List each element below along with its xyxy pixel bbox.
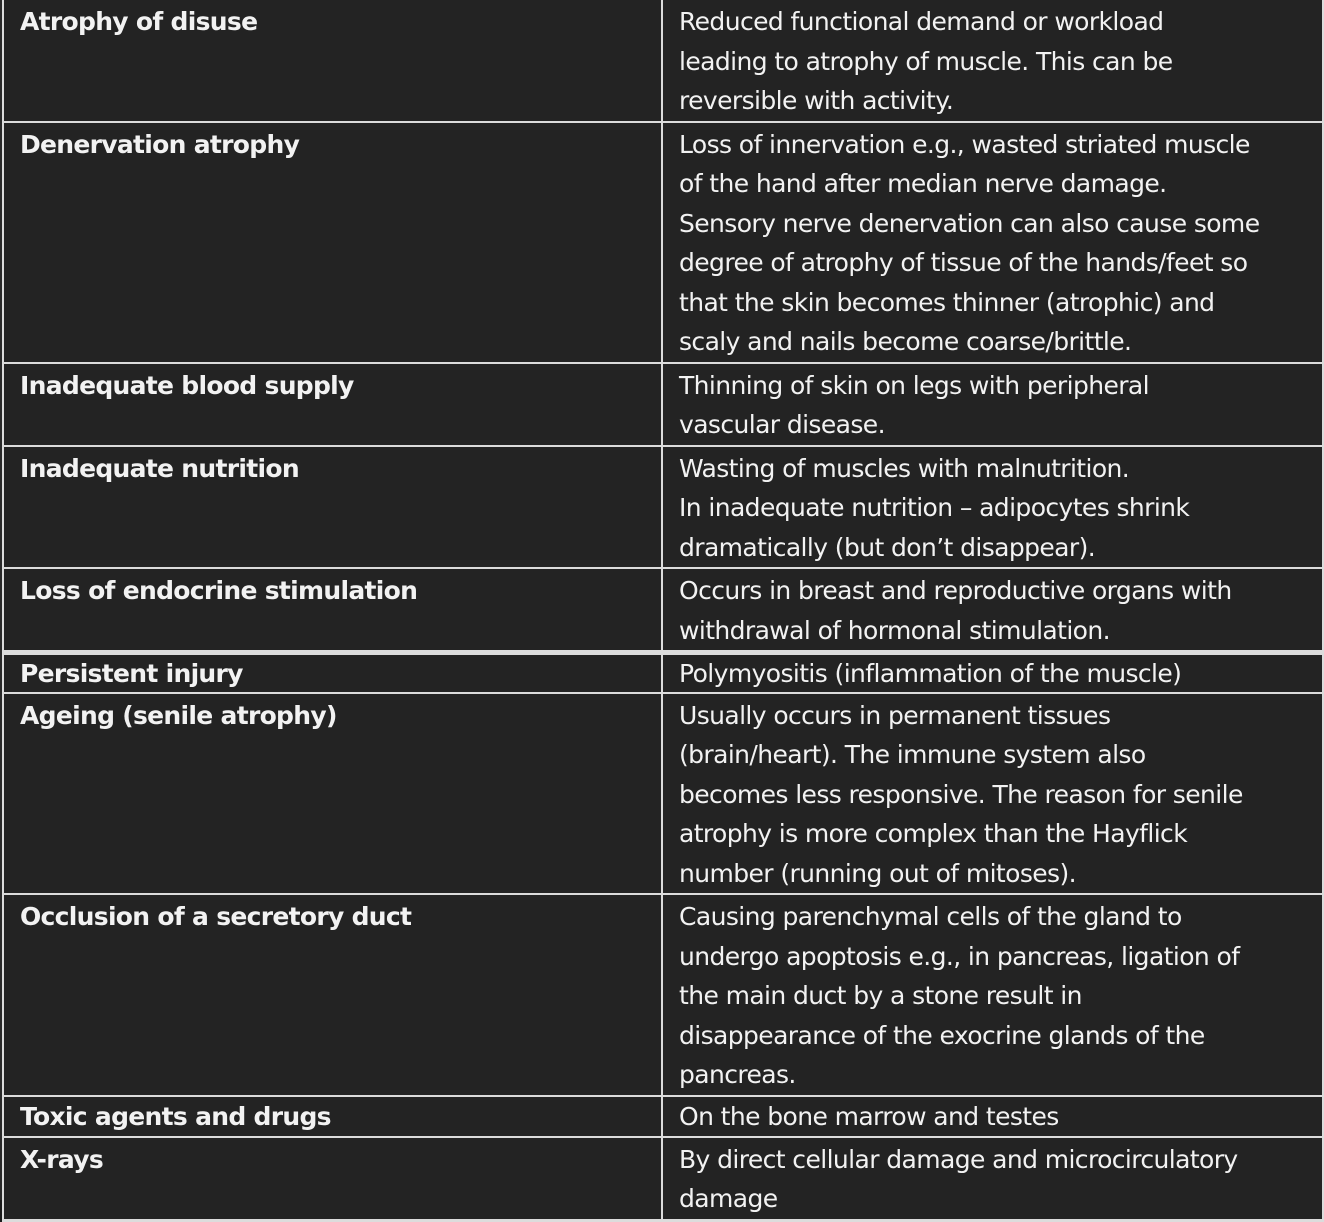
description-line: (brain/heart). The immune system also [679, 740, 1146, 769]
description-line: reversible with activity. [679, 86, 954, 115]
table-row [3, 446, 1323, 569]
cause-cell: Occlusion of a secretory duct [3, 894, 662, 1096]
description-cell [662, 1137, 1323, 1221]
table-row [3, 1137, 1323, 1221]
description-line: damage [679, 1184, 778, 1213]
description-line: pancreas. [679, 1060, 796, 1089]
description-line: By direct cellular damage and microcirculatory [679, 1144, 1238, 1174]
description-line: leading to atrophy of muscle. This can be [679, 46, 1173, 76]
table-row [3, 653, 1323, 693]
description-cell [662, 363, 1323, 446]
table-row [3, 568, 1323, 653]
description-cell [662, 693, 1323, 895]
description-line: degree of atrophy of tissue of the hands/feet so [679, 248, 1248, 277]
description-line: of the hand after median nerve damage. [679, 169, 1167, 198]
description-line: disappearance of the exocrine glands of the [679, 1020, 1205, 1050]
table-row [3, 0, 1323, 122]
description-cell [662, 0, 1323, 122]
description-line: dramatically (but don’t disappear). [679, 532, 1096, 562]
description-line: Polymyositis (inflammation of the muscle) [679, 659, 1182, 688]
description-line: Wasting of muscles with malnutrition. [679, 453, 1130, 483]
cause-cell: Toxic agents and drugs [3, 1096, 662, 1137]
description-line: scaly and nails become coarse/brittle. [679, 327, 1132, 356]
cause-cell: Denervation atrophy [3, 122, 662, 363]
table-row [3, 363, 1323, 446]
causes-table [2, 0, 1324, 1222]
description-cell [662, 894, 1323, 1096]
description-line: withdrawal of hormonal stimulation. [679, 615, 1110, 645]
description-line: On the bone marrow and testes [679, 1101, 1059, 1131]
description-line: Causing parenchymal cells of the gland to [679, 902, 1182, 931]
description-line: Reduced functional demand or workload [679, 7, 1164, 36]
cause-cell: Loss of endocrine stimulation [3, 568, 662, 653]
description-line: Thinning of skin on legs with peripheral [679, 370, 1149, 400]
description-cell [662, 653, 1323, 693]
cause-cell: Inadequate nutrition [3, 446, 662, 569]
description-line: undergo apoptosis e.g., in pancreas, ligation of [679, 941, 1240, 971]
cause-cell: Inadequate blood supply [3, 363, 662, 446]
table-row [3, 693, 1323, 895]
description-line: Usually occurs in permanent tissues [679, 700, 1111, 730]
description-line: Loss of innervation e.g., wasted striated muscle [679, 129, 1250, 159]
description-cell [662, 1096, 1323, 1137]
description-line: vascular disease. [679, 410, 885, 439]
description-line: Occurs in breast and reproductive organs with [679, 576, 1232, 605]
cause-cell: X-rays [3, 1137, 662, 1221]
cause-cell: Persistent injury [3, 653, 662, 693]
table-row [3, 122, 1323, 363]
description-cell [662, 446, 1323, 569]
description-cell [662, 568, 1323, 653]
table-row [3, 1096, 1323, 1137]
description-line: becomes less responsive. The reason for senile [679, 779, 1243, 809]
table-row [3, 894, 1323, 1096]
cause-cell: Atrophy of disuse [3, 0, 662, 122]
description-line: atrophy is more complex than the Hayflick [679, 819, 1188, 848]
cause-cell: Ageing (senile atrophy) [3, 693, 662, 895]
description-cell [662, 122, 1323, 363]
description-line: that the skin becomes thinner (atrophic) and [679, 287, 1215, 317]
description-line: the main duct by a stone result in [679, 981, 1082, 1010]
description-line: number (running out of mitoses). [679, 858, 1076, 888]
description-line: Sensory nerve denervation can also cause some [679, 208, 1260, 238]
description-line: In inadequate nutrition – adipocytes shrink [679, 493, 1190, 522]
